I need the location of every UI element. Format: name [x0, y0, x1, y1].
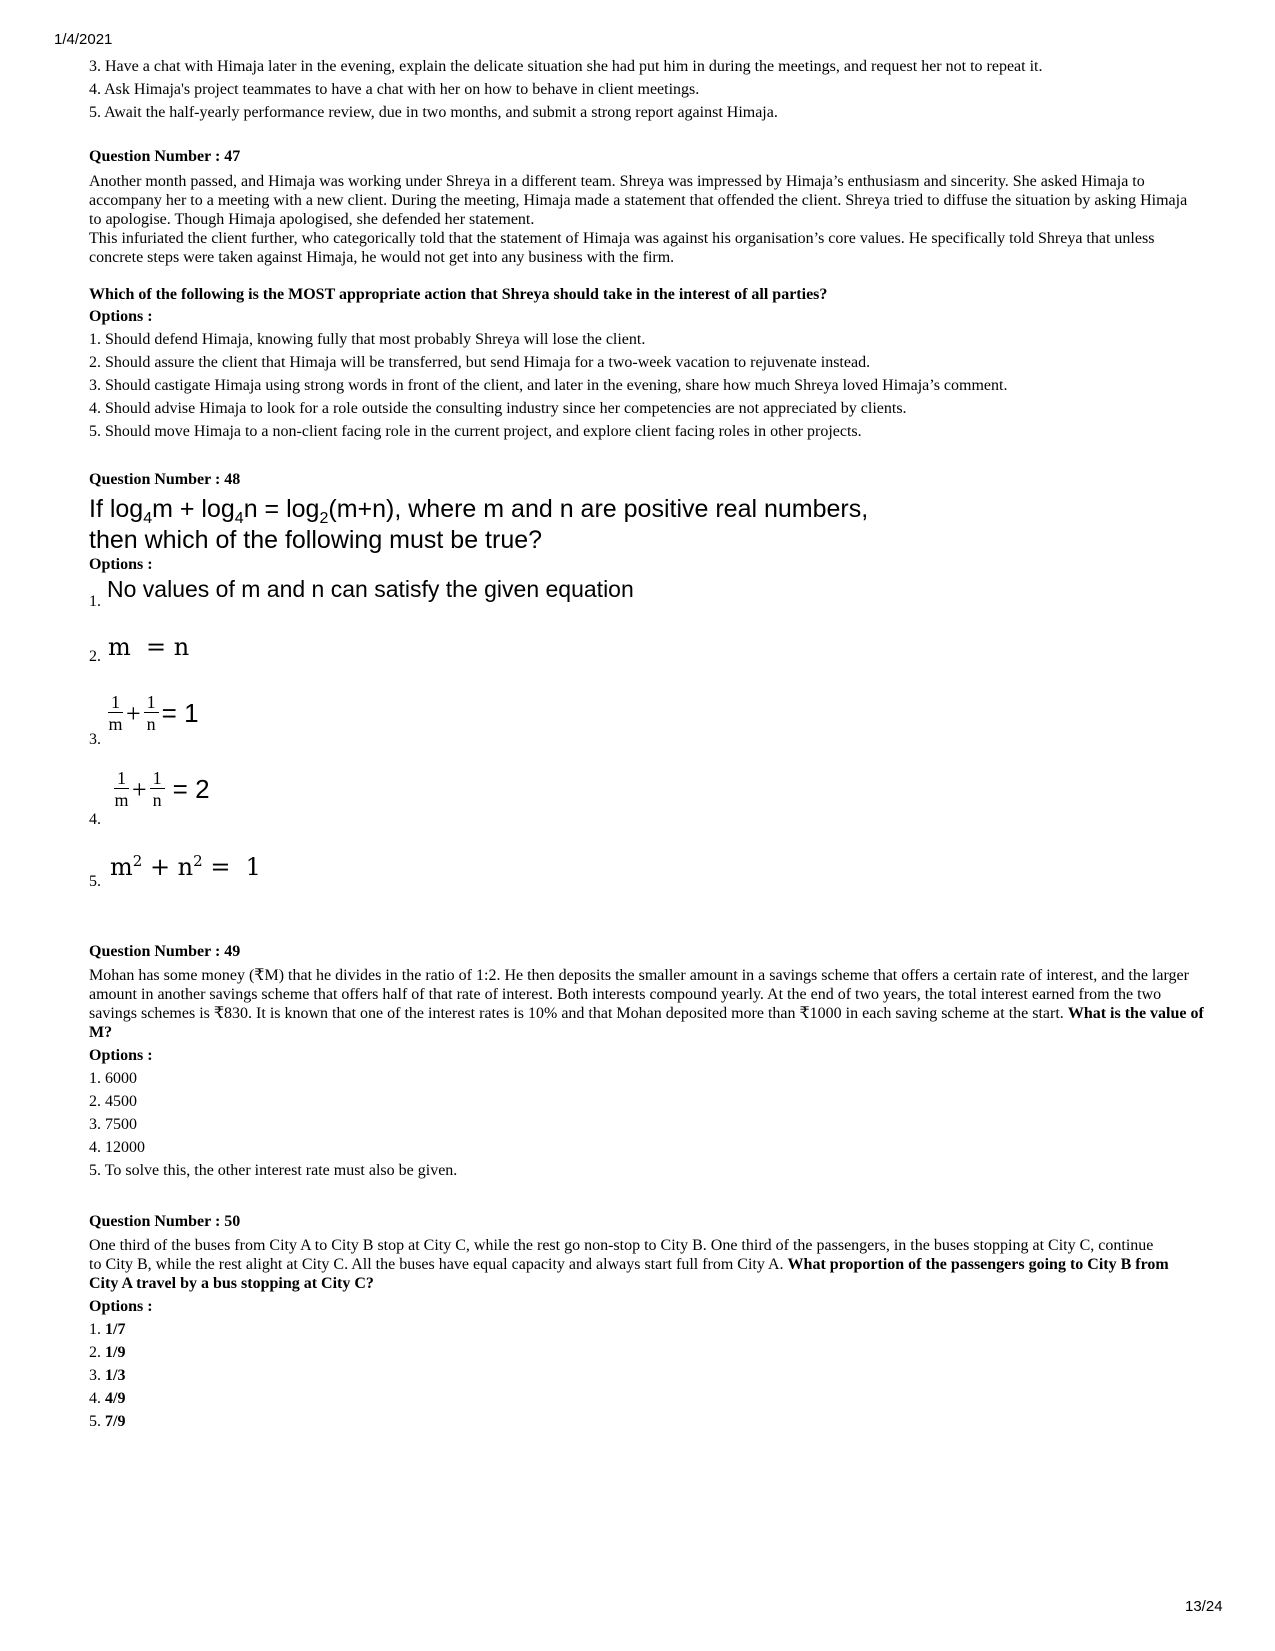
- question-47-option-4: 4. Should advise Himaja to look for a role outside the consulting industry since her competencies are not appreciated by clients.: [89, 400, 907, 417]
- page-number: 13/24: [1185, 1598, 1223, 1615]
- question-48-option-4-number: 4.: [89, 811, 101, 828]
- question-48-number: Question Number : 48: [89, 471, 241, 488]
- question-50-body: One third of the buses from City A to City B stop at City C, while the rest go non-stop to City B. One third of the passengers, in the buses stopping at City C, continue to City B, while the rest alight at City C. All the buses have equal capacity and always start full from City A. What proportion of the passengers going to City B from City A travel by a bus stopping at City C?: [89, 1237, 1169, 1292]
- prev-option-3: 3. Have a chat with Himaja later in the evening, explain the delicate situation she had put him in during the meetings, and request her not to repeat it.: [89, 58, 1043, 75]
- prev-option-5: 5. Await the half-yearly performance review, due in two months, and submit a strong report against Himaja.: [89, 104, 778, 121]
- question-48-option-3-equation: $\frac{1}{m}$ + $\frac{1}{n}$ = 1: [108, 692, 199, 734]
- question-49-option-4: 4. 12000: [89, 1139, 145, 1156]
- question-48-option-2-equation: m = n: [108, 633, 190, 661]
- question-48-options-label: Options :: [89, 556, 153, 573]
- question-49-options-label: Options :: [89, 1047, 153, 1064]
- question-48-option-2-number: 2.: [89, 648, 101, 665]
- question-48-option-5-number: 5.: [89, 873, 101, 890]
- prev-option-4: 4. Ask Himaja's project teammates to have a chat with her on how to behave in client meetings.: [89, 81, 700, 98]
- question-50-option-4: 4. 4/9: [89, 1390, 126, 1407]
- fraction-1-over-m: $\frac{1}{m}$: [114, 768, 129, 810]
- question-50-option-3: 3. 1/3: [89, 1367, 126, 1384]
- question-49-number: Question Number : 49: [89, 943, 241, 960]
- question-49-body: Mohan has some money (₹M) that he divides in the ratio of 1:2. He then deposits the smaller amount in a savings scheme that offers a certain rate of interest, and the larger amount in another savings scheme that offers half of that rate of interest. Both interests compound yearly. At the end of two years, the total interest earned from the two savings schemes is ₹830. It is known that one of the interest rates is 10% and that Mohan deposited more than ₹1000 in each saving scheme at the start. What is the value of M?: [89, 967, 1204, 1041]
- question-47-prompt: Which of the following is the MOST appropriate action that Shreya should take in the interest of all parties?: [89, 286, 828, 303]
- question-48-option-1-text: No values of m and n can satisfy the given equation: [107, 576, 634, 602]
- question-49-option-5: 5. To solve this, the other interest rate must also be given.: [89, 1162, 458, 1179]
- fraction-1-over-n: $\frac{1}{n}$: [144, 692, 159, 735]
- question-49-option-3: 3. 7500: [89, 1116, 137, 1133]
- question-48-option-1-number: 1.: [89, 593, 101, 610]
- question-47-options-label: Options :: [89, 308, 153, 325]
- page-date: 1/4/2021: [54, 31, 113, 48]
- question-47-option-5: 5. Should move Himaja to a non-client facing role in the current project, and explore client facing roles in other projects.: [89, 423, 862, 440]
- fraction-1-over-n: $\frac{1}{n}$: [150, 768, 165, 811]
- question-49-option-2: 2. 4500: [89, 1093, 137, 1110]
- question-48-stem-line-2: then which of the following must be true?: [89, 526, 543, 554]
- question-50-option-5: 5. 7/9: [89, 1413, 126, 1430]
- question-50-options-label: Options :: [89, 1298, 153, 1315]
- fraction-1-over-m: $\frac{1}{m}$: [108, 692, 123, 734]
- question-47-option-1: 1. Should defend Himaja, knowing fully that most probably Shreya will lose the client.: [89, 331, 646, 348]
- question-47-option-3: 3. Should castigate Himaja using strong words in front of the client, and later in the evening, share how much Shreya loved Himaja’s comment.: [89, 377, 1008, 394]
- question-50-option-1: 1. 1/7: [89, 1321, 126, 1338]
- question-48-stem-line-1: If $\log_4m + \log_4n = \log_2(m+n)$, where m and n are positive real numbers,: [89, 495, 869, 527]
- question-47-paragraph-2: This infuriated the client further, who categorically told that the statement of Himaja was against his organisation’s core values. He specifically told Shreya that unless concrete steps were taken against Himaja, he would not get into any business with the firm.: [89, 230, 1155, 266]
- question-47-number: Question Number : 47: [89, 148, 241, 165]
- question-47-option-2: 2. Should assure the client that Himaja will be transferred, but send Himaja for a two-week vacation to rejuvenate instead.: [89, 354, 871, 371]
- question-50-option-2: 2. 1/9: [89, 1344, 126, 1361]
- question-49-option-1: 1. 6000: [89, 1070, 137, 1087]
- question-48-option-4-equation: $\frac{1}{m}$ + $\frac{1}{n}$ = 2: [114, 768, 210, 810]
- question-48-option-3-number: 3.: [89, 731, 101, 748]
- question-48-option-5-equation: $m^2 + n^2 = 1$: [110, 852, 261, 881]
- question-50-number: Question Number : 50: [89, 1213, 241, 1230]
- question-47-paragraph-1: Another month passed, and Himaja was working under Shreya in a different team. Shreya was impressed by Himaja’s enthusiasm and sincerity. She asked Himaja to accompany her to a meeting with a new client. During the meeting, Himaja made a statement that offended the client. Shreya tried to diffuse the situation by asking Himaja to apologise. Though Himaja apologised, she defended her statement.: [89, 173, 1188, 228]
